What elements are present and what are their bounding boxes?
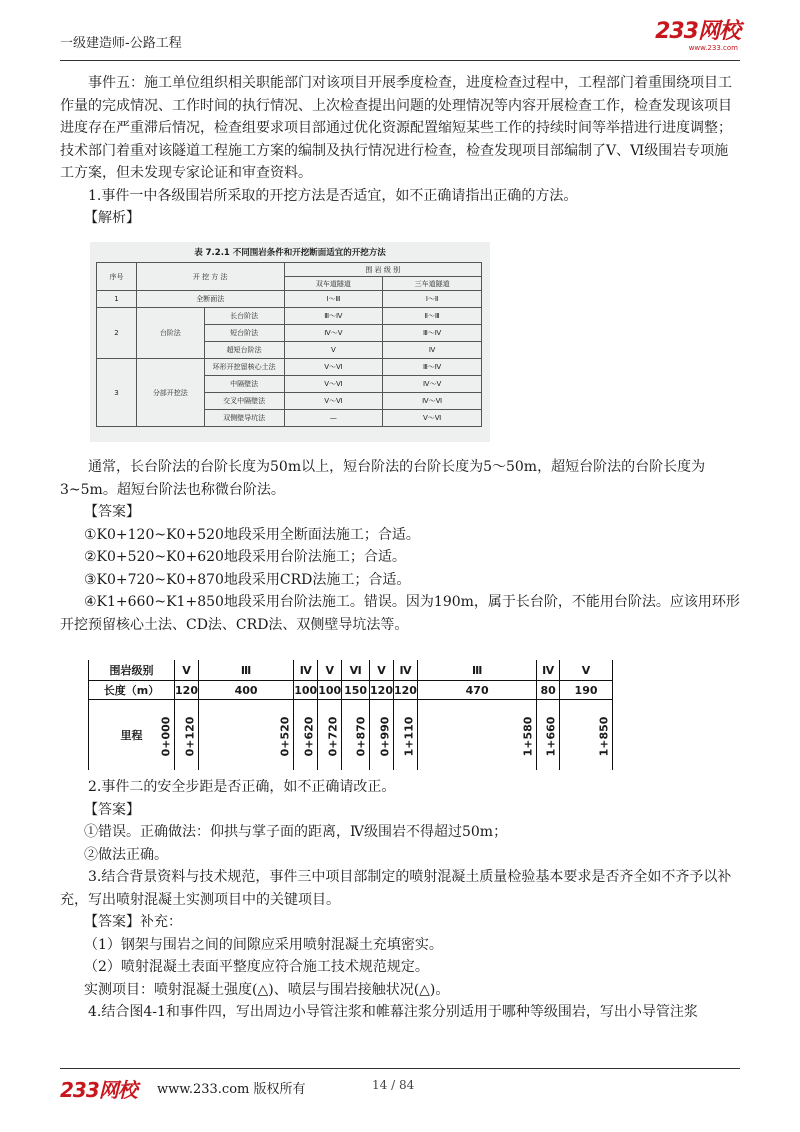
logo-text: 233网校 [655, 19, 740, 44]
footer-divider [60, 1068, 740, 1069]
cell-method: 环形开挖留核心土法 [204, 359, 284, 376]
cell-method: 双侧壁导坑法 [204, 410, 284, 427]
grade-cell: Ⅲ [417, 660, 536, 681]
grade-cell: Ⅵ [342, 660, 370, 681]
cell-double: Ⅴ [284, 342, 383, 359]
station-label: 0+720 [326, 716, 340, 757]
rock-grade-table [88, 660, 613, 774]
station-label: 0+990 [378, 716, 392, 757]
length-cell: 100 [294, 681, 318, 700]
table-row [97, 359, 482, 376]
station-label: 0+870 [354, 716, 368, 757]
length-cell: 120 [394, 681, 418, 700]
cell-double: Ⅳ～Ⅴ [284, 325, 383, 342]
cell-no: 2 [97, 308, 137, 359]
station-cell [537, 700, 560, 771]
logo-url: www.233.com [688, 44, 738, 52]
station-cell [294, 700, 318, 771]
answer-item-4: ④K1+660~K1+850地段采用台阶法施工。错误。因为190m，属于长台阶，不能用台阶法。应该用环形开挖预留核心土法、CD法、CRD法、双侧壁导坑法等。 [60, 594, 740, 633]
page-number: 14 / 84 [372, 1078, 415, 1092]
table-row [97, 291, 482, 308]
cell-triple: Ⅳ [383, 342, 482, 359]
q3-answer-2: （2）喷射混凝土表面平整度应符合施工技术规范规定。 [84, 959, 429, 975]
grade-cell: Ⅴ [175, 660, 199, 681]
grade-cell: Ⅴ [318, 660, 342, 681]
station-label: 1+660 [544, 716, 558, 757]
grade-cell: Ⅳ [394, 660, 418, 681]
grade-row-label: 围岩级别 [89, 660, 175, 681]
page-header [60, 19, 740, 54]
brand-logo[interactable] [655, 20, 740, 52]
q2-answer-2: ②做法正确。 [84, 846, 168, 863]
cell-double: Ⅲ～Ⅳ [284, 308, 383, 325]
cell-group: 分部开挖法 [136, 359, 204, 427]
length-cell: 120 [175, 681, 199, 700]
q3-answer-3: 实测项目：喷射混凝土强度(△)、喷层与围岩接触状况(△)。 [84, 981, 450, 998]
station-label: 0+120 [183, 716, 197, 757]
length-cell: 100 [318, 681, 342, 700]
station-cell [394, 700, 418, 771]
cell-triple: Ⅰ～Ⅱ [383, 291, 482, 308]
cell-method: 全断面法 [136, 291, 284, 308]
grade-table [88, 660, 613, 770]
station-row [89, 700, 613, 771]
excavation-method-table [90, 242, 490, 442]
grade-cell: Ⅳ [537, 660, 560, 681]
cell-double: — [284, 410, 383, 427]
cell-triple: Ⅲ～Ⅳ [383, 325, 482, 342]
answer-item-1: ①K0+120~K0+520地段采用全断面法施工；合适。 [84, 526, 420, 543]
station-cell [198, 700, 293, 771]
header-no: 序号 [97, 263, 137, 291]
cell-double: Ⅰ～Ⅲ [284, 291, 383, 308]
cell-method: 短台阶法 [204, 325, 284, 342]
table-row [97, 308, 482, 325]
method-table [96, 262, 482, 427]
cell-no: 3 [97, 359, 137, 427]
station-label: 0+620 [302, 716, 316, 757]
station-row-cell [89, 700, 175, 771]
q2-answer-1: ①错误。正确做法：仰拱与掌子面的距离，Ⅳ级围岩不得超过50m； [84, 824, 508, 840]
cell-triple: Ⅲ～Ⅳ [383, 359, 482, 376]
cell-double: Ⅴ～Ⅵ [284, 376, 383, 393]
length-row-label: 长度（m） [89, 681, 175, 700]
footer-copyright: www.233.com 版权所有 [157, 1082, 306, 1097]
header-triple: 三车道隧道 [383, 277, 482, 291]
station-cell [318, 700, 342, 771]
cell-method: 交叉中隔壁法 [204, 393, 284, 410]
cell-triple: Ⅱ～Ⅲ [383, 308, 482, 325]
q3-answer-label: 【答案】补充： [84, 914, 182, 930]
cell-method: 中隔壁法 [204, 376, 284, 393]
cell-triple: Ⅳ～Ⅵ [383, 393, 482, 410]
header-grade: 围 岩 级 别 [284, 263, 482, 277]
body-bottom [60, 776, 740, 1024]
header-title: 一级建造师-公路工程 [60, 36, 182, 51]
analysis-label: 【解析】 [84, 210, 140, 226]
footer-logo[interactable]: 233网校 [60, 1078, 137, 1102]
event5-paragraph: 事件五：施工单位组织相关职能部门对该项目开展季度检查，进度检查过程中，工程部门着重围绕项目工作量的完成情况、工作时间的执行情况、上次检查提出问题的处理情况等内容开展检查工作，检查发现该项目进度存在严重滞后情况，检查组要求项目部通过优化资源配置缩短某些工作的持续时间等举措进行进度调整；技术部门着重对该隧道工程施工方案的编制及执行情况进行检查，检查发现项目部编制了Ⅴ、Ⅵ级围岩专项施工方案，但未发现专家论证和审查资料。 [60, 75, 732, 181]
length-cell: 150 [342, 681, 370, 700]
cell-double: Ⅴ～Ⅵ [284, 359, 383, 376]
cell-triple: Ⅳ～Ⅴ [383, 376, 482, 393]
grade-cell: Ⅳ [294, 660, 318, 681]
q3-answer-1: （1）钢架与围岩之间的间隙应采用喷射混凝土充填密实。 [84, 936, 443, 953]
cell-triple: Ⅴ～Ⅵ [383, 410, 482, 427]
station-cell [342, 700, 370, 771]
station-cell [560, 700, 613, 771]
length-cell: 470 [417, 681, 536, 700]
cell-group: 台阶法 [136, 308, 204, 359]
length-cell: 190 [560, 681, 613, 700]
station-label: 0+520 [278, 716, 292, 757]
length-row [89, 681, 613, 700]
body-mid [60, 456, 740, 636]
station-cell [417, 700, 536, 771]
station-label: 1+110 [402, 716, 416, 757]
bench-length-note: 通常，长台阶法的台阶长度为50m以上，短台阶法的台阶长度为5～50m，超短台阶法的台阶长度为3~5m。超短台阶法也称微台阶法。 [60, 459, 706, 498]
answer-item-2: ②K0+520~K0+620地段采用台阶法施工；合适。 [84, 549, 406, 565]
station-label: 1+580 [521, 716, 535, 757]
cell-method: 超短台阶法 [204, 342, 284, 359]
header-method: 开 挖 方 法 [136, 263, 284, 291]
grade-cell: Ⅴ [560, 660, 613, 681]
station-label: 1+850 [597, 716, 611, 757]
header-divider [60, 60, 740, 61]
table-caption: 表 7.2.1 不同围岩条件和开挖断面适宜的开挖方法 [194, 248, 386, 258]
cell-method: 长台阶法 [204, 308, 284, 325]
cell-double: Ⅴ～Ⅵ [284, 393, 383, 410]
station-row-label: 里程 [120, 729, 143, 742]
station-cell [175, 700, 199, 771]
station-cell [370, 700, 394, 771]
answer-label: 【答案】 [84, 504, 140, 520]
body-top [60, 72, 740, 230]
grade-cell: Ⅲ [198, 660, 293, 681]
question-4: 4.结合图4-1和事件四，写出周边小导管注浆和帷幕注浆分别适用于哪种等级围岩，写出小导管注浆 [88, 1004, 698, 1020]
question-3: 3.结合背景资料与技术规范，事件三中项目部制定的喷射混凝土质量检验基本要求是否齐全如不齐予以补充，写出喷射混凝土实测项目中的关键项目。 [60, 869, 732, 908]
length-cell: 80 [537, 681, 560, 700]
question-2: 2.事件二的安全步距是否正确，如不正确请改正。 [88, 779, 396, 795]
cell-no: 1 [97, 291, 137, 308]
grade-cell: Ⅴ [370, 660, 394, 681]
answer-label: 【答案】 [84, 801, 140, 818]
answer-item-3: ③K0+720~K0+870地段采用CRD法施工；合适。 [84, 571, 411, 588]
length-cell: 400 [198, 681, 293, 700]
station-label: 0+000 [159, 716, 173, 757]
grade-row [89, 660, 613, 681]
header-double: 双车道隧道 [284, 277, 383, 291]
length-cell: 120 [370, 681, 394, 700]
question-1: 1.事件一中各级围岩所采取的开挖方法是否适宜，如不正确请指出正确的方法。 [88, 187, 578, 204]
